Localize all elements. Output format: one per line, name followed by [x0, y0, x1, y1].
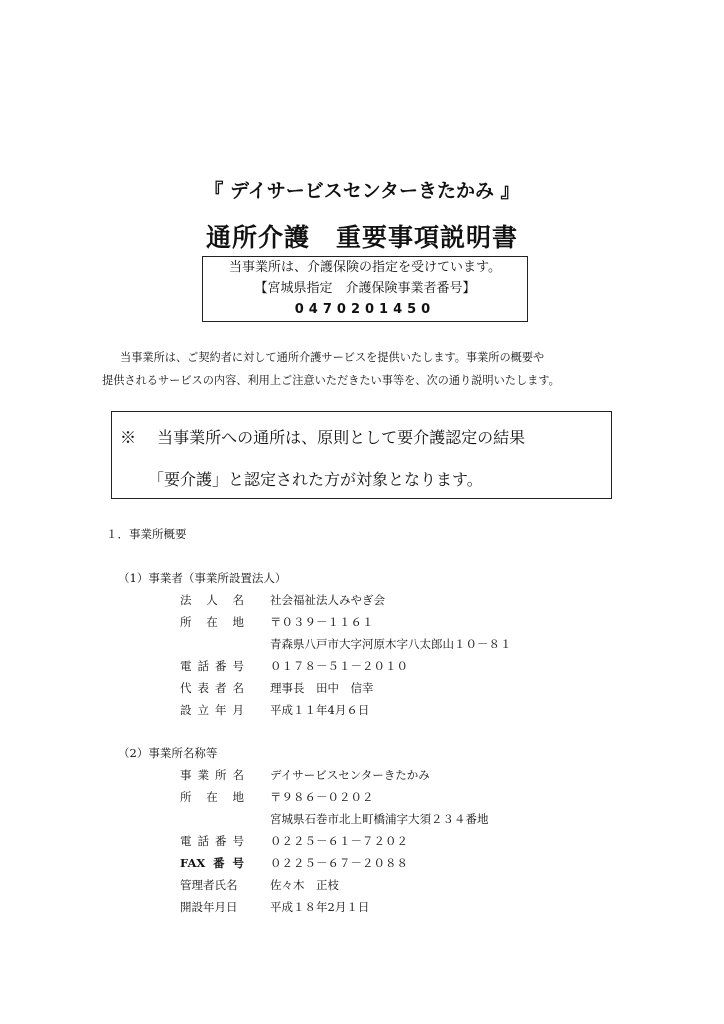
label-office-phone: 電話番号	[180, 834, 244, 848]
label-office-name: 事業所名	[180, 768, 244, 782]
value-opened: 平成１８年2月１日	[270, 900, 370, 914]
value-office-fax: ０２２５－６７－２０８８	[270, 856, 408, 870]
provider-number: 0470201450	[294, 302, 436, 317]
document-subtitle: 『 デイサービスセンターきたかみ 』	[204, 180, 520, 202]
designation-box	[202, 256, 528, 322]
value-office-postal: 〒９８６－０２０２	[270, 790, 374, 804]
designation-line-1: 当事業所は、介護保険の指定を受けています。	[229, 260, 501, 275]
value-representative: 理事長 田中 信幸	[270, 681, 374, 695]
value-corp-address: 青森県八戸市大字河原木字八太郎山１０－８１	[270, 637, 512, 651]
value-established: 平成１１年4月６日	[270, 703, 370, 717]
document-title: 通所介護 重要事項説明書	[205, 223, 518, 252]
subsection-heading-2: （2）事業所名称等	[118, 746, 218, 760]
label-manager: 管理者氏名	[180, 878, 238, 892]
value-office-phone: ０２２５－６１－７２０２	[270, 834, 408, 848]
label-corp-phone: 電話番号	[180, 659, 244, 673]
notice-line-1: ※ 当事業所への通所は、原則として要介護認定の結果	[120, 428, 526, 447]
subsection-heading-1: （1）事業者（事業所設置法人）	[118, 571, 287, 585]
label-opened: 開設年月日	[180, 900, 238, 914]
value-corp-phone: ０１７８－５１－２０１０	[270, 659, 408, 673]
label-representative: 代表者名	[180, 681, 244, 695]
designation-line-2: 【宮城県指定 介護保険事業者番号】	[254, 281, 476, 296]
label-office-fax: FAX番号	[180, 856, 244, 870]
value-manager: 佐々木 正枝	[270, 878, 339, 892]
value-office-name: デイサービスセンターきたかみ	[270, 768, 430, 782]
value-corp-postal: 〒０３９－１１６１	[270, 615, 374, 629]
intro-line-1: 当事業所は、ご契約者に対して通所介護サービスを提供いたします。事業所の概要や	[120, 351, 545, 364]
label-office-address: 所在地	[180, 790, 244, 804]
label-corp-name: 法人名	[180, 593, 244, 607]
section-heading: １．事業所概要	[106, 527, 187, 541]
intro-line-2: 提供されるサービスの内容、利用上ご注意いただきたい事等を、次の通り説明いたします。	[102, 374, 560, 387]
label-corp-address: 所在地	[180, 615, 244, 629]
value-office-address: 宮城県石巻市北上町橋浦字大須２３４番地	[270, 812, 489, 826]
value-corp-name: 社会福祉法人みやぎ会	[270, 593, 385, 607]
label-established: 設立年月	[180, 703, 244, 717]
notice-line-2: 「要介護」と認定された方が対象となります。	[148, 470, 483, 489]
notice-box	[111, 411, 612, 499]
